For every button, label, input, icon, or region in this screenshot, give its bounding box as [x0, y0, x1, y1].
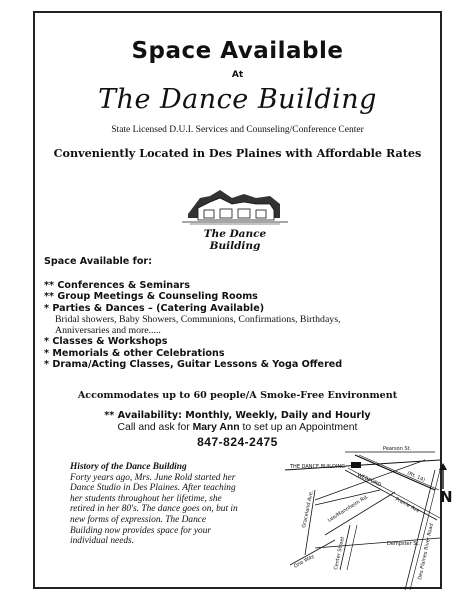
space-for-heading: Space Available for:	[44, 256, 152, 267]
map-label-center: Center Street	[333, 536, 346, 571]
tagline: State Licensed D.U.I. Services and Counseling/Conference Center	[111, 125, 364, 135]
map-label-graceland: Graceland Ave.	[301, 490, 315, 529]
north-arrow-icon	[436, 462, 450, 490]
map-label-riverroad: Des Plaines River Road	[417, 522, 435, 581]
map-label-dempster: Dempster St.	[387, 541, 420, 547]
location-line: Conveniently Located in Des Plaines with Affordable Rates	[53, 146, 422, 160]
parties-detail: Anniversaries and more.....	[55, 325, 161, 337]
services-list	[44, 280, 424, 370]
call-suffix: to set up an Appointment	[242, 422, 358, 433]
map-label-oneway: One Way	[293, 553, 316, 570]
list-item: * Parties & Dances – (Catering Available)	[44, 302, 265, 314]
map-label-lee: Lee/Mannheim Rd.	[326, 493, 370, 524]
brand-name: The Dance Building	[98, 84, 377, 115]
call-prefix: Call and ask for	[117, 422, 190, 433]
phone-number: 847-824-2475	[197, 435, 278, 449]
capacity-line: Accommodates up to 60 people/A Smoke-Free Environment	[77, 390, 398, 401]
availability-line: ** Availability: Monthly, Weekly, Daily and Hourly	[104, 410, 371, 421]
list-item: ** Conferences & Seminars	[44, 280, 190, 291]
location-map	[285, 430, 445, 595]
north-label: N	[440, 488, 453, 506]
map-label-prairie: Prairie Ave	[394, 496, 421, 515]
history-title: History of the Dance Building	[70, 462, 187, 472]
street-map	[285, 430, 445, 595]
logo-text: The Dance Building	[203, 228, 267, 252]
map-label-building: THE DANCE BUILDING	[290, 464, 346, 470]
parties-detail: Bridal showers, Baby Showers, Communions, Confirmations, Birthdays,	[55, 314, 341, 326]
map-label-webford: WEBFORD	[356, 472, 383, 489]
building-illustration-icon	[180, 184, 290, 230]
history-block	[70, 462, 240, 547]
map-label-pearson: Pearson St.	[383, 446, 412, 452]
at-label: At	[231, 70, 244, 80]
contact-name: Mary Ann	[192, 422, 240, 433]
list-item: ** Group Meetings & Counseling Rooms	[44, 291, 258, 303]
building-logo	[180, 184, 290, 254]
building-marker-icon	[351, 462, 361, 468]
history-body: Forty years ago, Mrs. June Rold started her Dance Studio in Des Plaines. After teaching her students throughout her lifetime, she retired in her 80's. The dance goes on, but in new forms of expression. The Dance Building now provides space for your individual needs.	[70, 472, 238, 547]
list-item: * Drama/Acting Classes, Guitar Lessons & Yoga Offered	[44, 359, 343, 371]
page-title: Space Available	[131, 38, 344, 64]
list-item: * Memorials & other Celebrations	[44, 347, 225, 359]
map-label-rt14: (Rt. 14)	[406, 470, 426, 484]
list-item: * Classes & Workshops	[44, 336, 168, 348]
